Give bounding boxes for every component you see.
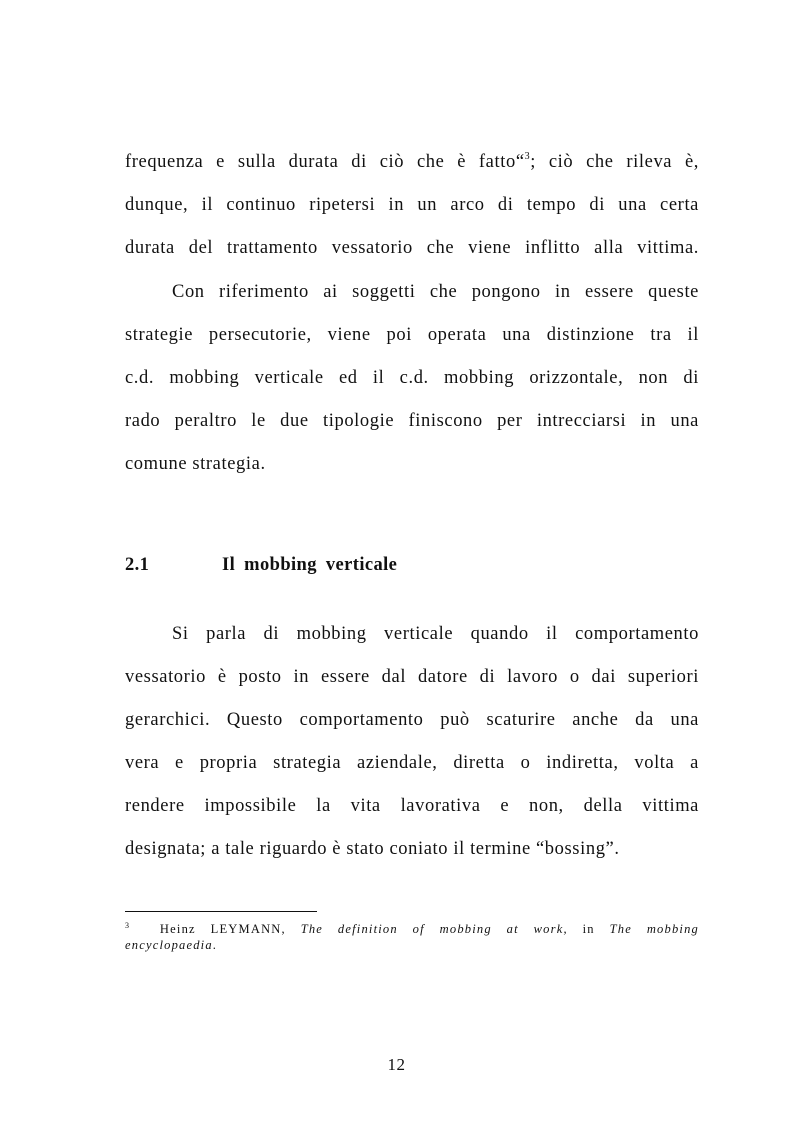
footnote-line-2: encyclopaedia. <box>125 938 218 952</box>
paragraph-1-line-1: frequenza e sulla durata di ciò che è fatto“$^3$; ciò che rileva è, <box>125 151 699 172</box>
footnote-reference: 3 <box>524 151 531 162</box>
paragraph-3-line-4: vera e propria strategia aziendale, diretta o indiretta, volta a <box>125 753 699 773</box>
page-number: 12 <box>387 1055 406 1074</box>
footnote-separator <box>125 911 317 912</box>
paragraph-1-line-2: dunque, il continuo ripetersi in un arco di tempo di una certa <box>125 195 699 215</box>
paragraph-1-line-3: durata del trattamento vessatorio che viene inflitto alla vittima. <box>125 238 699 258</box>
paragraph-2-line-3: c.d. mobbing verticale ed il c.d. mobbing orizzontale, non di <box>125 368 699 388</box>
footnote-mark: 3 <box>125 921 131 930</box>
footnote-title: The definition of mobbing at work, <box>300 922 568 936</box>
paragraph-2-line-2: strategie persecutorie, viene poi operata una distinzione tra il <box>125 325 699 345</box>
paragraph-3-line-6: designata; a tale riguardo è stato coniato il termine “bossing”. <box>125 839 620 859</box>
section-title: Il mobbing verticale <box>222 555 398 575</box>
paragraph-3-line-2: vessatorio è posto in essere dal datore di lavoro o dai superiori <box>125 667 699 687</box>
paragraph-3-line-1: Si parla di mobbing verticale quando il comportamento <box>172 624 699 644</box>
footnote-source-part-1: The mobbing <box>609 922 699 936</box>
section-number: 2.1 <box>125 555 150 575</box>
footnote-line-1 <box>125 921 699 937</box>
footnote-source-part-2: encyclopaedia <box>125 938 213 952</box>
paragraph-2-line-5: comune strategia. <box>125 454 266 474</box>
paragraph-2-line-4: rado peraltro le due tipologie finiscono per intrecciarsi in una <box>125 411 699 431</box>
paragraph-3-line-5: rendere impossibile la vita lavorativa e non, della vittima <box>125 796 699 816</box>
footnote-in: in <box>567 922 610 936</box>
footnote-author: Heinz LEYMANN, <box>159 922 301 936</box>
paragraph-2-line-1: Con riferimento ai soggetti che pongono in essere queste <box>172 282 699 302</box>
paragraph-3-line-3: gerarchici. Questo comportamento può scaturire anche da una <box>125 710 699 730</box>
